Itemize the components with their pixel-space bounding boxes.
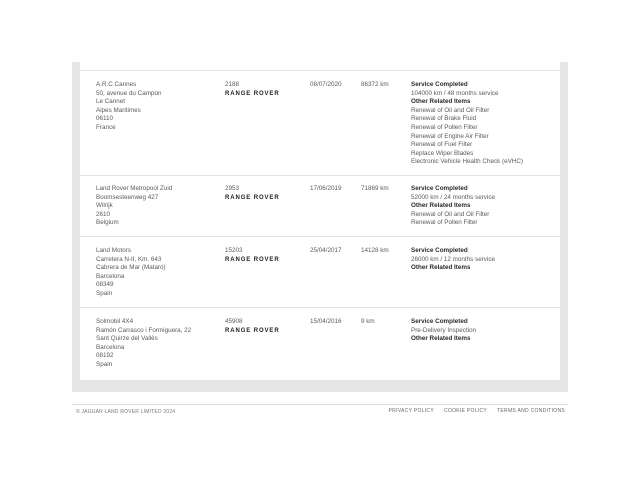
address-line: Barcelona [96, 343, 125, 351]
retailer-address [96, 247, 216, 299]
service-details [411, 247, 556, 273]
retailer-code: 45908 [225, 318, 243, 325]
service-title: Service Completed [411, 318, 468, 325]
brand-logo: RANGE ROVER [225, 256, 280, 263]
terms-link[interactable]: TERMS AND CONDITIONS [497, 408, 565, 414]
address-line: Spain [96, 360, 113, 368]
row-divider [80, 307, 560, 308]
related-item: Renewal of Fuel Filter [411, 141, 473, 149]
address-line: 06110 [96, 115, 114, 123]
top-divider [80, 70, 560, 71]
service-record [80, 247, 560, 308]
row-divider [80, 236, 560, 237]
service-mileage: 71869 km [361, 185, 389, 192]
related-items-title: Other Related Items [411, 264, 471, 272]
address-line: Barcelona [96, 272, 125, 280]
copyright-text: © JAGUAR LAND ROVER LIMITED 2024 [76, 409, 176, 415]
service-details [411, 318, 556, 344]
related-item: Renewal of Pollen Filter [411, 219, 478, 227]
retailer-code: 2953 [225, 185, 240, 192]
address-line: Land Motors [96, 247, 132, 254]
retailer-info [225, 318, 280, 336]
service-title: Service Completed [411, 185, 468, 192]
service-mileage: 86372 km [361, 81, 389, 88]
related-item: Replace Wiper Blades [411, 149, 474, 157]
service-date: 25/04/2017 [310, 247, 342, 254]
retailer-address [96, 81, 216, 133]
address-line: Carretera N-II, Km. 643 [96, 255, 162, 263]
service-record [80, 185, 560, 237]
service-record [80, 318, 560, 376]
address-line: Belgium [96, 219, 119, 227]
service-interval: 104000 km / 48 months service [411, 89, 499, 97]
address-line: Cabrera de Mar (Mataró) [96, 264, 166, 272]
retailer-address [96, 185, 216, 228]
service-history-card [80, 62, 560, 380]
address-line: Sant Quirze del Vallès [96, 335, 158, 343]
retailer-code: 15203 [225, 247, 243, 254]
brand-logo: RANGE ROVER [225, 327, 280, 334]
address-line: Spain [96, 289, 113, 297]
address-line: 50, avenue du Campon [96, 89, 162, 97]
row-divider [80, 175, 560, 176]
related-item: Renewal of Oil and Oil Filter [411, 106, 490, 114]
address-line: A.R.C Cannes [96, 81, 137, 88]
related-items-title: Other Related Items [411, 335, 471, 343]
service-date: 15/04/2016 [310, 318, 342, 325]
service-details [411, 81, 556, 167]
address-line: Alpes Maritimes [96, 106, 141, 114]
related-item: Electronic Vehicle Health Check (eVHC) [411, 158, 523, 166]
address-line: 2610 [96, 210, 111, 218]
address-line: Ramón Carrasco i Formiguera, 22 [96, 326, 192, 334]
address-line: Land Rover Metropool Zuid [96, 185, 173, 192]
service-record [80, 81, 560, 176]
related-item: Renewal of Brake Fluid [411, 115, 477, 123]
service-details [411, 185, 556, 228]
service-title: Service Completed [411, 81, 468, 88]
address-line: Wilrijk [96, 202, 113, 210]
retailer-code: 2188 [225, 81, 240, 88]
related-items-title: Other Related Items [411, 202, 471, 210]
footer-divider [72, 404, 568, 405]
retailer-info [225, 81, 280, 99]
service-interval: Pre-Delivery Inspection [411, 326, 477, 334]
related-item: Renewal of Oil and Oil Filter [411, 210, 490, 218]
service-date: 17/06/2019 [310, 185, 342, 192]
related-items-title: Other Related Items [411, 98, 471, 106]
retailer-info [225, 247, 280, 265]
address-line: Le Cannet [96, 98, 126, 106]
retailer-address [96, 318, 216, 370]
service-date: 08/07/2020 [310, 81, 342, 88]
address-line: France [96, 123, 116, 131]
service-interval: 26000 km / 12 months service [411, 255, 495, 263]
service-mileage: 9 km [361, 318, 375, 325]
brand-logo: RANGE ROVER [225, 90, 280, 97]
address-line: 08349 [96, 281, 114, 289]
brand-logo: RANGE ROVER [225, 194, 280, 201]
service-mileage: 14128 km [361, 247, 389, 254]
address-line: 08192 [96, 352, 114, 360]
service-interval: 52000 km / 24 months service [411, 193, 495, 201]
privacy-policy-link[interactable]: PRIVACY POLICY [388, 408, 434, 414]
related-item: Renewal of Pollen Filter [411, 123, 478, 131]
retailer-info [225, 185, 280, 203]
footer-links [389, 408, 565, 414]
address-line: Boomsesteenweg 427 [96, 193, 159, 201]
related-item: Renewal of Engine Air Filter [411, 132, 489, 140]
cookie-policy-link[interactable]: COOKIE POLICY [443, 408, 488, 414]
service-title: Service Completed [411, 247, 468, 254]
address-line: Solmobil 4X4 [96, 318, 134, 325]
